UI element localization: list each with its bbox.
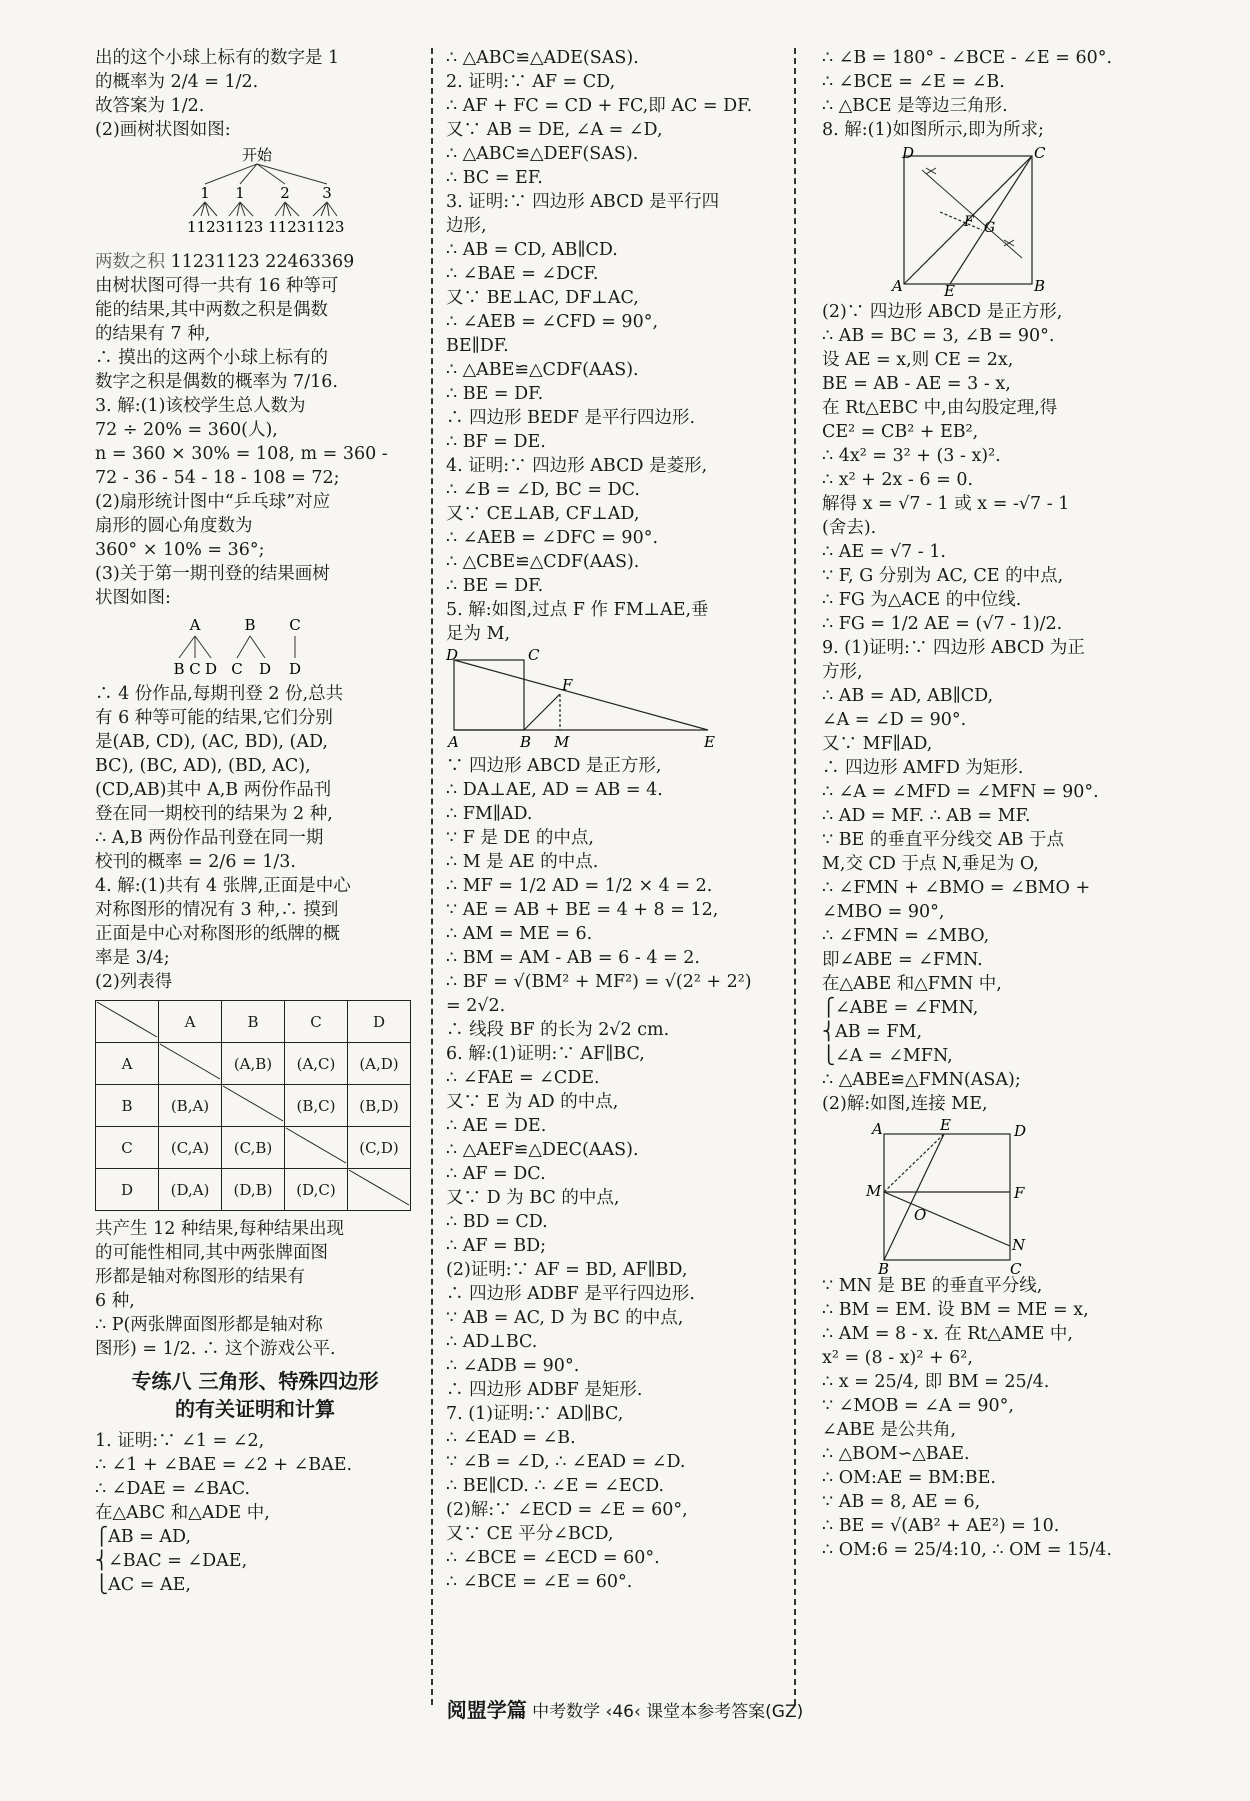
text-line: 72 - 36 - 54 - 18 - 108 = 72; <box>95 468 340 488</box>
text-line: 6 种, <box>95 1291 135 1311</box>
text-line: ∴ BF = DE. <box>446 432 546 452</box>
text-line: (舍去). <box>822 518 877 538</box>
text-line: ∵ AB = 8, AE = 6, <box>822 1492 981 1512</box>
square-figure-q8 <box>822 144 1046 300</box>
point-label: M <box>554 733 570 751</box>
text-line: ⎧AB = AD, <box>95 1527 192 1547</box>
text-line: 方形, <box>822 662 863 682</box>
square-figure-q9 <box>822 1116 1042 1278</box>
table-cell: (C,D) <box>348 1127 411 1169</box>
text-line: ∴ ∠EAD = ∠B. <box>446 1428 576 1448</box>
text-line: ∵ BE 的垂直平分线交 AB 于点 <box>822 830 1065 850</box>
section-title <box>95 1367 415 1423</box>
text-line: BE = AB - AE = 3 - x, <box>822 374 1011 394</box>
text-line: CE² = CB² + EB², <box>822 422 979 442</box>
table-row <box>96 1085 411 1127</box>
text-line: 正面是中心对称图形的纸牌的概 <box>95 924 340 944</box>
table-cell-diagonal <box>348 1169 411 1211</box>
footer-subject: 中考数学 <box>532 1702 601 1722</box>
text-line: 对称图形的情况有 3 种,∴ 摸到 <box>95 900 339 920</box>
text-line: ∴ FM∥AD. <box>446 804 533 824</box>
text-line: 在 Rt△EBC 中,由勾股定理,得 <box>822 398 1058 418</box>
table-header: D <box>348 1001 411 1043</box>
text-line: ∴ AB = BC = 3, ∠B = 90°. <box>822 326 1055 346</box>
text-line: ∴ ∠FAE = ∠CDE. <box>446 1068 600 1088</box>
text-line: 72 ÷ 20% = 360(人), <box>95 420 278 440</box>
text-line: ∴ BE = DF. <box>446 576 544 596</box>
point-label: C <box>1010 1260 1022 1278</box>
answer-block <box>95 46 415 142</box>
table-row <box>96 1169 411 1211</box>
text-line: 又∵ AB = DE, ∠A = ∠D, <box>446 120 663 140</box>
text-line: 解得 x = √7 - 1 或 x = -√7 - 1 <box>822 494 1070 514</box>
text-line: 的可能性相同,其中两张牌面图 <box>95 1243 329 1263</box>
text-line: ∴ 四边形 BEDF 是平行四边形. <box>446 408 696 428</box>
text-line: ∠A = ∠D = 90°. <box>822 710 967 730</box>
section-title-line-1: 专练八 三角形、特殊四边形 <box>131 1369 379 1393</box>
text-line: ⎩∠A = ∠MFN, <box>822 1046 953 1066</box>
text-line: 能的结果,其中两数之积是偶数 <box>95 300 329 320</box>
column-divider-1 <box>431 48 433 1705</box>
point-label: G <box>984 220 996 236</box>
point-label: E <box>704 733 715 751</box>
point-label: D <box>446 646 459 664</box>
table-header: B <box>222 1001 285 1043</box>
text-line: ∴ AF = DC. <box>446 1164 546 1184</box>
text-line: (3)关于第一期刊登的结果画树 <box>95 564 330 584</box>
text-line: 边形, <box>446 216 487 236</box>
tree-node: 2 <box>280 184 290 202</box>
text-line: ∴ FG 为△ACE 的中位线. <box>822 590 1022 610</box>
question-1 <box>95 1429 415 1597</box>
table-cell: (D,C) <box>285 1169 348 1211</box>
text-line: 又∵ D 为 BC 的中点, <box>446 1188 620 1208</box>
table-cell: (D,A) <box>159 1169 222 1211</box>
table-cell-diagonal <box>222 1085 285 1127</box>
point-label: E <box>940 1116 951 1134</box>
text-line: 又∵ BE⊥AC, DF⊥AC, <box>446 288 639 308</box>
tree-node: B <box>244 616 256 634</box>
text-line: 有 6 种等可能的结果,它们分别 <box>95 708 333 728</box>
text-line: ∴ AF = BD; <box>446 1236 547 1256</box>
answer-block <box>446 754 786 1594</box>
tree-leaf: C <box>189 660 201 678</box>
text-line: n = 360 × 30% = 108, m = 360 - <box>95 444 388 464</box>
answer-block <box>822 300 1162 1116</box>
tree-node: 1 <box>200 184 210 202</box>
text-line: ∴ 4x² = 3² + (3 - x)². <box>822 446 1001 466</box>
text-line: ∴ FG = 1/2 AE = (√7 - 1)/2. <box>822 614 1063 634</box>
text-line: ∴ ∠AEB = ∠DFC = 90°. <box>446 528 659 548</box>
table-cell-diagonal <box>159 1043 222 1085</box>
text-line: ∴ AM = ME = 6. <box>446 924 593 944</box>
tree-node: A <box>189 616 201 634</box>
text-line: ⎧∠ABE = ∠FMN, <box>822 998 979 1018</box>
text-line: ∵ F, G 分别为 AC, CE 的中点, <box>822 566 1064 586</box>
answer-block <box>822 1274 1162 1562</box>
outcome-table <box>95 1000 411 1211</box>
table-cell: (B,A) <box>159 1085 222 1127</box>
table-row <box>96 1127 411 1169</box>
text-line: 形都是轴对称图形的结果有 <box>95 1267 305 1287</box>
table-cell-diagonal <box>285 1127 348 1169</box>
text-line: ∴ OM:AE = BM:BE. <box>822 1468 996 1488</box>
brand-logo: 阅盟学篇 <box>446 1698 527 1722</box>
text-line: ∴ ∠BAE = ∠DCF. <box>446 264 599 284</box>
text-line: ∵ 四边形 ABCD 是正方形, <box>446 756 662 776</box>
text-line: ∴ ∠FMN = ∠MBO, <box>822 926 990 946</box>
text-line: 又∵ CE 平分∠BCD, <box>446 1524 614 1544</box>
text-line: (CD,AB)其中 A,B 两份作品刊 <box>95 780 332 800</box>
text-line: ∴ AD⊥BC. <box>446 1332 538 1352</box>
answer-block <box>95 1217 415 1361</box>
text-line: ∵ ∠MOB = ∠A = 90°, <box>822 1396 1014 1416</box>
text-line: ∴ BF = √(BM² + MF²) = √(2² + 2²) <box>446 972 752 992</box>
point-label: A <box>892 277 903 295</box>
text-line: ∴ AB = CD, AB∥CD. <box>446 240 618 260</box>
table-cell: (A,C) <box>285 1043 348 1085</box>
text-line: ∴ AB = AD, AB∥CD, <box>822 686 994 706</box>
text-line: ∴ AM = 8 - x. 在 Rt△AME 中, <box>822 1324 1073 1344</box>
text-line: ⎨AB = FM, <box>822 1022 923 1042</box>
table-cell: (C,B) <box>222 1127 285 1169</box>
text-line: ∴ △ABE≌△CDF(AAS). <box>446 360 639 380</box>
text-line: ∵ ∠B = ∠D, ∴ ∠EAD = ∠D. <box>446 1452 686 1472</box>
text-line: (2)列表得 <box>95 972 173 992</box>
text-line: ∴ 4 份作品,每期刊登 2 份,总共 <box>95 684 344 704</box>
text-line: 校刊的概率 = 2/6 = 1/3. <box>95 852 296 872</box>
text-line: 即∠ABE = ∠FMN. <box>822 950 983 970</box>
tree-node: C <box>289 616 301 634</box>
table-header: C <box>285 1001 348 1043</box>
row-label: C <box>96 1127 159 1169</box>
text-line: ∴ BM = EM. 设 BM = ME = x, <box>822 1300 1089 1320</box>
footer-title: 课堂本参考答案(GZ) <box>646 1702 804 1722</box>
point-label: N <box>1012 1236 1026 1254</box>
text-line: ∴ 四边形 AMFD 为矩形. <box>822 758 1024 778</box>
text-line: ∴ △ABC≌△ADE(SAS). <box>446 48 639 68</box>
text-line: 360° × 10% = 36°; <box>95 540 265 560</box>
point-label: F <box>964 214 974 230</box>
tree-root-label: 开始 <box>241 146 273 164</box>
point-label: E <box>944 282 955 300</box>
text-line: ∴ AF + FC = CD + FC,即 AC = DF. <box>446 96 753 116</box>
text-line: ∴ AD = MF. ∴ AB = MF. <box>822 806 1031 826</box>
text-line: 故答案为 1/2. <box>95 96 205 116</box>
text-line: ∴ △ABE≌△FMN(ASA); <box>822 1070 1021 1090</box>
point-label: A <box>872 1120 883 1138</box>
text-line: 7. (1)证明:∵ AD∥BC, <box>446 1404 624 1424</box>
tree-leaf: D <box>258 660 272 678</box>
product-values: 11231123 22463369 <box>170 252 355 272</box>
tree-diagram-2 <box>95 614 415 678</box>
text-line: 的概率为 2/4 = 1/2. <box>95 72 259 92</box>
section-title-line-2: 的有关证明和计算 <box>175 1397 335 1421</box>
point-label: C <box>1034 144 1046 162</box>
row-label: A <box>96 1043 159 1085</box>
table-cell: (B,C) <box>285 1085 348 1127</box>
square-figure-q5 <box>446 646 736 751</box>
text-line: ∴ P(两张牌面图形都是轴对称 <box>95 1315 323 1335</box>
text-line: BC), (BC, AD), (BD, AC), <box>95 756 311 776</box>
text-line: ∵ AB = AC, D 为 BC 的中点, <box>446 1308 684 1328</box>
text-line: ∴ OM:6 = 25/4:10, ∴ OM = 15/4. <box>822 1540 1112 1560</box>
text-line: (2)证明:∵ AF = BD, AF∥BD, <box>446 1260 688 1280</box>
text-line: BE∥DF. <box>446 336 509 356</box>
question-3 <box>95 394 415 610</box>
text-line: ∴ M 是 AE 的中点. <box>446 852 599 872</box>
text-line: ∠ABE 是公共角, <box>822 1420 957 1440</box>
column-1 <box>95 46 415 1741</box>
text-line: ∴ x = 25/4, 即 BM = 25/4. <box>822 1372 1050 1392</box>
text-line: ∴ MF = 1/2 AD = 1/2 × 4 = 2. <box>446 876 713 896</box>
page-number: 46 <box>612 1702 634 1722</box>
text-line: 2. 证明:∵ AF = CD, <box>446 72 616 92</box>
text-line: ∴ △BOM∽△BAE. <box>822 1444 970 1464</box>
point-label: A <box>448 733 459 751</box>
text-line: ∴ BE = DF. <box>446 384 544 404</box>
point-label: F <box>1014 1184 1025 1202</box>
text-line: ⎨∠BAC = ∠DAE, <box>95 1551 248 1571</box>
text-line: ∴ AE = DE. <box>446 1116 547 1136</box>
text-line: 登在同一期校刊的结果为 2 种, <box>95 804 333 824</box>
text-line: ∴ BC = EF. <box>446 168 543 188</box>
text-line: 3. 证明:∵ 四边形 ABCD 是平行四 <box>446 192 720 212</box>
text-line: 由树状图可得一共有 16 种等可 <box>95 276 339 296</box>
text-line: ∴ △BCE 是等边三角形. <box>822 96 1008 116</box>
text-line: 又∵ MF∥AD, <box>822 734 933 754</box>
table-cell: (D,B) <box>222 1169 285 1211</box>
text-line: (2)画树状图如图: <box>95 120 231 140</box>
text-line: 状图如图: <box>95 588 171 608</box>
row-label: D <box>96 1169 159 1211</box>
point-label: B <box>1034 277 1046 295</box>
text-line: 设 AE = x,则 CE = 2x, <box>822 350 1014 370</box>
text-line: (2)扇形统计图中“乒乓球”对应 <box>95 492 331 512</box>
text-line: ∴ x² + 2x - 6 = 0. <box>822 470 974 490</box>
table-cell: (C,A) <box>159 1127 222 1169</box>
text-line: M,交 CD 于点 N,垂足为 O, <box>822 854 1039 874</box>
text-line: ∴ ∠AEB = ∠CFD = 90°, <box>446 312 659 332</box>
table-row <box>96 1043 411 1085</box>
table-cell: (B,D) <box>348 1085 411 1127</box>
point-label: B <box>520 733 532 751</box>
answer-block <box>95 274 415 394</box>
text-line: 9. (1)证明:∵ 四边形 ABCD 为正 <box>822 638 1085 658</box>
text-line: ∴ ∠B = ∠D, BC = DC. <box>446 480 640 500</box>
text-line: 4. 证明:∵ 四边形 ABCD 是菱形, <box>446 456 708 476</box>
text-line: ⎩AC = AE, <box>95 1575 191 1595</box>
text-line: 6. 解:(1)证明:∵ AF∥BC, <box>446 1044 645 1064</box>
text-line: ∴ △CBE≌△CDF(AAS). <box>446 552 640 572</box>
text-line: (2)∵ 四边形 ABCD 是正方形, <box>822 302 1063 322</box>
probability-tree-diagram <box>95 146 415 246</box>
text-line: 是(AB, CD), (AC, BD), (AD, <box>95 732 328 752</box>
tree-leaves: 11231123 11231123 <box>187 218 345 236</box>
table-cell: (A,B) <box>222 1043 285 1085</box>
point-label: O <box>914 1206 927 1224</box>
text-line: ∴ ∠ADB = 90°. <box>446 1356 580 1376</box>
text-line: 4. 解:(1)共有 4 张牌,正面是中心 <box>95 876 351 896</box>
tree-leaf: C <box>231 660 243 678</box>
text-line: ∴ ∠BCE = ∠ECD = 60°. <box>446 1548 660 1568</box>
table-cell: (A,D) <box>348 1043 411 1085</box>
text-line: ∵ MN 是 BE 的垂直平分线, <box>822 1276 1043 1296</box>
text-line: 足为 M, <box>446 624 511 644</box>
text-line: 3. 解:(1)该校学生总人数为 <box>95 396 306 416</box>
text-line: 又∵ E 为 AD 的中点, <box>446 1092 619 1112</box>
table-header: A <box>159 1001 222 1043</box>
text-line: ∴ BE∥CD. ∴ ∠E = ∠ECD. <box>446 1476 665 1496</box>
text-line: ∴ ∠BCE = ∠E = ∠B. <box>822 72 1005 92</box>
text-line: 的结果有 7 种, <box>95 324 211 344</box>
text-line: 在△ABE 和△FMN 中, <box>822 974 1002 994</box>
tree-node: 3 <box>322 184 332 202</box>
point-label: M <box>866 1182 882 1200</box>
answer-block <box>822 46 1162 142</box>
text-line: 图形) = 1/2. ∴ 这个游戏公平. <box>95 1339 336 1359</box>
text-line: ∵ F 是 DE 的中点, <box>446 828 594 848</box>
text-line: 率是 3/4; <box>95 948 170 968</box>
text-line: ∴ ∠B = 180° - ∠BCE - ∠E = 60°. <box>822 48 1113 68</box>
text-line: 共产生 12 种结果,每种结果出现 <box>95 1219 344 1239</box>
row-label: B <box>96 1085 159 1127</box>
text-line: 在△ABC 和△ADE 中, <box>95 1503 270 1523</box>
text-line: ∴ BM = AM - AB = 6 - 4 = 2. <box>446 948 700 968</box>
product-label: 两数之积 <box>95 252 165 272</box>
tree-node: 1 <box>235 184 245 202</box>
text-line: ∵ AE = AB + BE = 4 + 8 = 12, <box>446 900 719 920</box>
text-line: ∴ BD = CD. <box>446 1212 548 1232</box>
column-divider-2 <box>794 48 796 1705</box>
text-line: 数字之积是偶数的概率为 7/16. <box>95 372 338 392</box>
text-line: (2)解:∵ ∠ECD = ∠E = 60°, <box>446 1500 688 1520</box>
text-line: ∴ ∠DAE = ∠BAC. <box>95 1479 251 1499</box>
text-line: ∴ ∠FMN + ∠BMO = ∠BMO + <box>822 878 1091 898</box>
point-label: C <box>528 646 540 664</box>
column-3 <box>822 46 1162 1741</box>
text-line: 1. 证明:∵ ∠1 = ∠2, <box>95 1431 265 1451</box>
text-line: x² = (8 - x)² + 6², <box>822 1348 973 1368</box>
point-label: F <box>562 676 573 694</box>
tree-leaf: D <box>204 660 218 678</box>
text-line: ∴ ∠BCE = ∠E = 60°. <box>446 1572 633 1592</box>
text-line: = 2√2. <box>446 996 506 1016</box>
tree-leaf: D <box>288 660 302 678</box>
text-line: 5. 解:如图,过点 F 作 FM⊥AE,垂 <box>446 600 709 620</box>
text-line: ∴ DA⊥AE, AD = AB = 4. <box>446 780 663 800</box>
text-line: 又∵ CE⊥AB, CF⊥AD, <box>446 504 640 524</box>
point-label: D <box>1014 1122 1027 1140</box>
text-line: ∴ △AEF≌△DEC(AAS). <box>446 1140 639 1160</box>
text-line: ∴ 四边形 ADBF 是矩形. <box>446 1380 643 1400</box>
page-footer: 阅盟学篇 中考数学 ‹46‹ 课堂本参考答案(GZ) <box>446 1698 804 1722</box>
answer-block <box>446 46 786 646</box>
text-line: ∴ 摸出的这两个小球上标有的 <box>95 348 329 368</box>
text-line: 8. 解:(1)如图所示,即为所求; <box>822 120 1044 140</box>
tree-leaf: B <box>173 660 185 678</box>
table-corner <box>96 1001 159 1043</box>
text-line: ∴ A,B 两份作品刊登在同一期 <box>95 828 324 848</box>
text-line: ∴ BE = √(AB² + AE²) = 10. <box>822 1516 1060 1536</box>
text-line: ∴ AE = √7 - 1. <box>822 542 946 562</box>
text-line: 出的这个小球上标有的数字是 1 <box>95 48 340 68</box>
text-line: ∴ 线段 BF 的长为 2√2 cm. <box>446 1020 670 1040</box>
text-line: ∴ 四边形 ADBF 是平行四边形. <box>446 1284 695 1304</box>
text-line: (2)解:如图,连接 ME, <box>822 1094 988 1114</box>
point-label: D <box>902 144 915 162</box>
point-label: B <box>878 1260 890 1278</box>
text-line: ∴ △ABC≌△DEF(SAS). <box>446 144 639 164</box>
answer-block <box>95 682 415 874</box>
text-line: ∠MBO = 90°, <box>822 902 945 922</box>
question-4 <box>95 874 415 994</box>
text-line: ∴ ∠1 + ∠BAE = ∠2 + ∠BAE. <box>95 1455 353 1475</box>
text-line: ∴ ∠A = ∠MFD = ∠MFN = 90°. <box>822 782 1099 802</box>
column-2 <box>446 46 786 1741</box>
text-line: 扇形的圆心角度数为 <box>95 516 253 536</box>
tree-products-row <box>95 250 415 274</box>
